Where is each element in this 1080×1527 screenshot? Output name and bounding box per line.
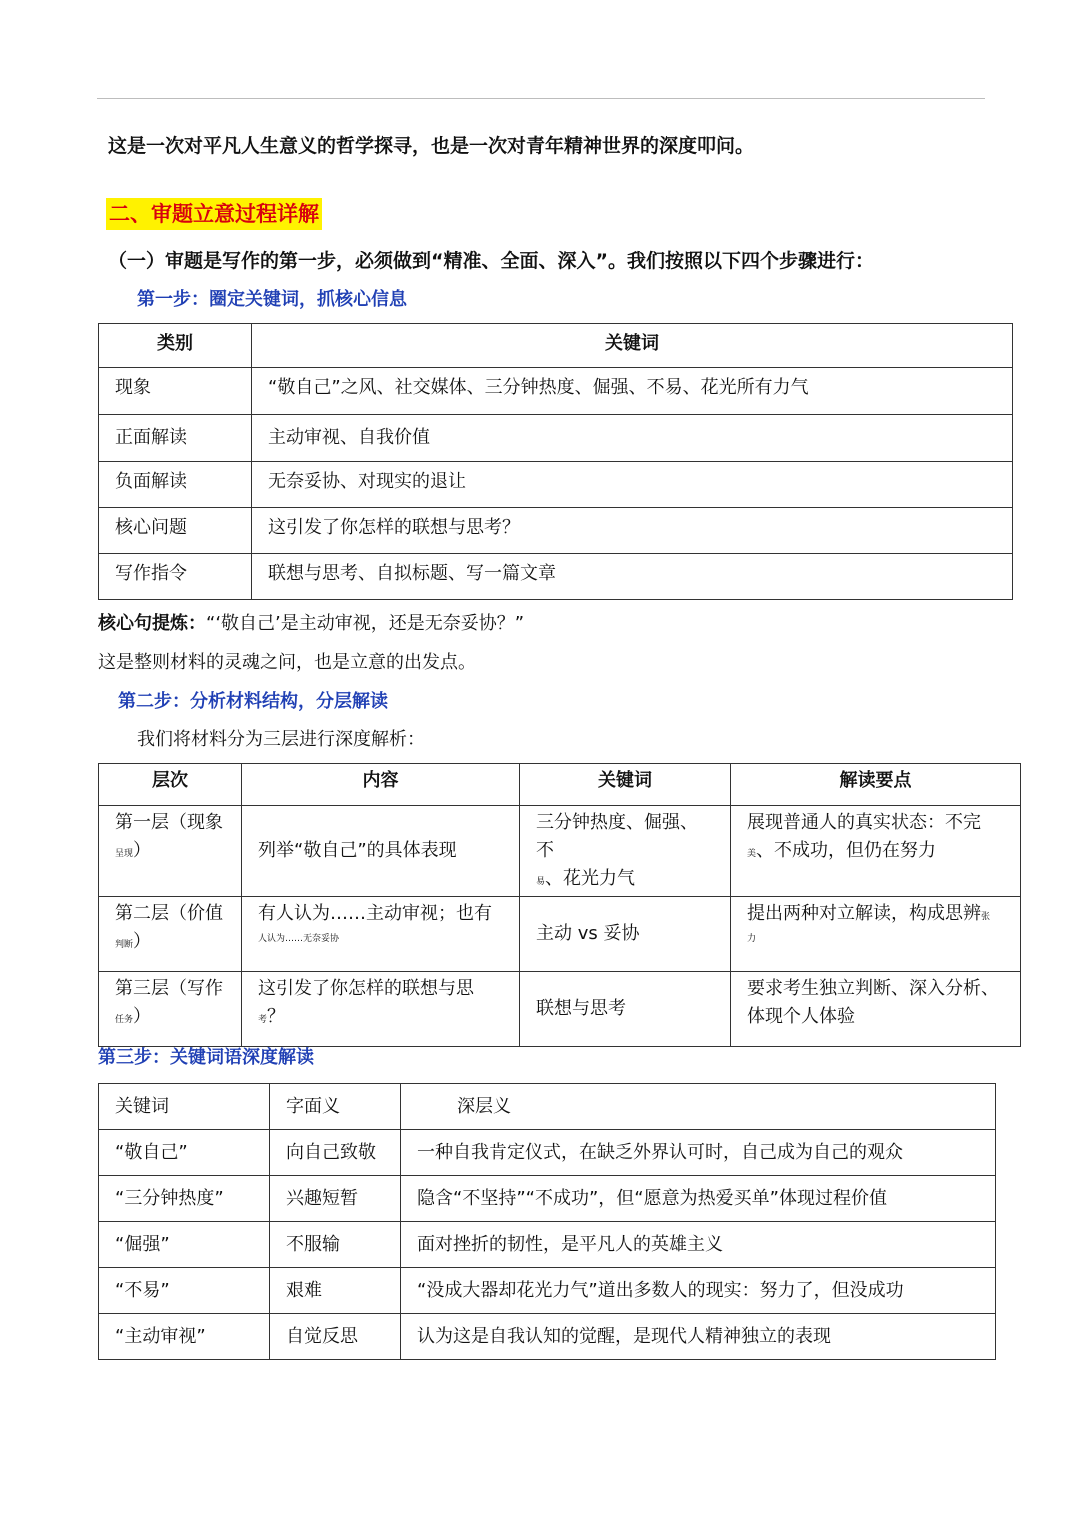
category-cell: 负面解读 xyxy=(99,462,252,508)
category-cell: 核心问题 xyxy=(99,508,252,554)
keywords-text: 三分钟热度、倔强、不 xyxy=(536,812,698,861)
table-row xyxy=(99,806,1021,897)
content-cell xyxy=(242,806,520,897)
core-label: 核心句提炼： xyxy=(98,613,206,634)
table-row xyxy=(99,1130,996,1176)
layer-close: ） xyxy=(133,840,152,861)
keywords-cell: “敬自己”之风、社交媒体、三分钟热度、倔强、不易、花光所有力气 xyxy=(252,368,1013,415)
layer-sublabel: 任务 xyxy=(115,1015,134,1025)
point-cell xyxy=(731,806,1021,897)
content-text: 这引发了你怎样的联想与思 xyxy=(258,978,474,999)
keyword-cell: “敬自己” xyxy=(99,1130,270,1176)
deep-meaning-cell: “没成大器却花光力气”道出多数人的现实：努力了，但没成功 xyxy=(401,1268,996,1314)
point-cell xyxy=(731,972,1021,1047)
header-cell: 关键词 xyxy=(252,324,1013,368)
step3-table xyxy=(98,1083,996,1360)
keyword-cell: “主动审视” xyxy=(99,1314,270,1360)
layer-cell xyxy=(99,897,242,972)
header-cell: 关键词 xyxy=(99,1084,270,1130)
content-small: 人认为……无奈妥协 xyxy=(258,934,340,944)
deep-meaning-cell: 一种自我肯定仪式，在缺乏外界认可时，自己成为自己的观众 xyxy=(401,1130,996,1176)
top-divider xyxy=(97,98,985,99)
point-text: 要求考生独立判断、深入分析、 xyxy=(747,978,999,999)
header-cell: 层次 xyxy=(99,764,242,806)
category-cell: 现象 xyxy=(99,368,252,415)
section-title: 二、审题立意过程详解 xyxy=(106,198,322,230)
step1-title: 第一步：圈定关键词，抓核心信息 xyxy=(137,289,407,310)
layer-close: ） xyxy=(133,931,152,952)
layer-label: 第一层（现象 xyxy=(115,812,223,833)
deep-meaning-cell: 认为这是自我认知的觉醒，是现代人精神独立的表现 xyxy=(401,1314,996,1360)
layer-sublabel: 呈现 xyxy=(115,849,134,859)
header-cell: 类别 xyxy=(99,324,252,368)
table-header-row xyxy=(99,764,1021,806)
category-cell: 写作指令 xyxy=(99,554,252,600)
header-cell: 深层义 xyxy=(401,1084,996,1130)
keyword-cell: “倔强” xyxy=(99,1222,270,1268)
step2-lead: 我们将材料分为三层进行深度解析： xyxy=(137,729,425,750)
header-cell: 内容 xyxy=(242,764,520,806)
step3-title: 第三步：关键词语深度解读 xyxy=(98,1047,314,1068)
table-row xyxy=(99,462,1013,508)
table-row xyxy=(99,554,1013,600)
intro-sentence: 这是一次对平凡人生意义的哲学探寻，也是一次对青年精神世界的深度叩问。 xyxy=(108,135,755,157)
table-row xyxy=(99,1222,996,1268)
keyword-cell: “不易” xyxy=(99,1268,270,1314)
point-text-2: 、不成功，但仍在努力 xyxy=(756,840,937,861)
literal-cell: 艰难 xyxy=(270,1268,401,1314)
layer-cell xyxy=(99,972,242,1047)
step2-title: 第二步：分析材料结构，分层解读 xyxy=(118,691,388,712)
point-text: 展现普通人的真实状态：不完 xyxy=(747,812,981,833)
table-row xyxy=(99,972,1021,1047)
subsection-title: （一）审题是写作的第一步，必须做到“精准、全面、深入”。我们按照以下四个步骤进行： xyxy=(108,250,874,272)
table-row xyxy=(99,508,1013,554)
layer-sublabel: 判断 xyxy=(115,940,134,950)
layer-cell xyxy=(99,806,242,897)
category-cell: 正面解读 xyxy=(99,415,252,462)
keywords-cell: 无奈妥协、对现实的退让 xyxy=(252,462,1013,508)
literal-cell: 不服输 xyxy=(270,1222,401,1268)
keywords-cell: 这引发了你怎样的联想与思考？ xyxy=(252,508,1013,554)
literal-cell: 自觉反思 xyxy=(270,1314,401,1360)
core-note: 这是整则材料的灵魂之问，也是立意的出发点。 xyxy=(98,652,476,673)
content-cell xyxy=(242,897,520,972)
keywords-cell xyxy=(520,897,731,972)
point-cell xyxy=(731,897,1021,972)
core-sentence: “‘敬自己’是主动审视，还是无奈妥协？” xyxy=(206,613,525,634)
header-cell: 关键词 xyxy=(520,764,731,806)
keyword-cell: “三分钟热度” xyxy=(99,1176,270,1222)
keywords-cell xyxy=(520,972,731,1047)
layer-label: 第三层（写作 xyxy=(115,978,223,999)
literal-cell: 兴趣短暂 xyxy=(270,1176,401,1222)
content-small: 考 xyxy=(258,1015,268,1025)
table-row xyxy=(99,368,1013,415)
literal-cell: 向自己致敬 xyxy=(270,1130,401,1176)
keywords-small: 易 xyxy=(536,877,546,887)
step2-table xyxy=(98,763,1021,1047)
keywords-text: 主动 vs 妥协 xyxy=(536,923,640,944)
content-cell xyxy=(242,972,520,1047)
content-text: 列举“敬自己”的具体表现 xyxy=(258,840,457,861)
table-row xyxy=(99,1314,996,1360)
header-cell: 解读要点 xyxy=(731,764,1021,806)
content-text: 有人认为……主动审视；也有 xyxy=(258,903,492,924)
point-small: 张 xyxy=(981,912,991,922)
point-small-2: 力 xyxy=(747,934,757,944)
table-row xyxy=(99,1176,996,1222)
header-cell: 字面义 xyxy=(270,1084,401,1130)
content-tail: ？ xyxy=(267,1006,286,1027)
step1-table xyxy=(98,323,1013,600)
table-header-row xyxy=(99,1084,996,1130)
table-header-row xyxy=(99,324,1013,368)
layer-close: ） xyxy=(133,1006,152,1027)
point-text-2: 体现个人体验 xyxy=(747,1006,855,1027)
keywords-cell: 联想与思考、自拟标题、写一篇文章 xyxy=(252,554,1013,600)
keywords-text: 联想与思考 xyxy=(536,998,626,1019)
core-sentence-line xyxy=(98,611,524,637)
table-row xyxy=(99,1268,996,1314)
keywords-cell: 主动审视、自我价值 xyxy=(252,415,1013,462)
point-text: 提出两种对立解读，构成思辨 xyxy=(747,903,981,924)
keywords-text-2: 、花光力气 xyxy=(545,868,636,889)
deep-meaning-cell: 隐含“不坚持”“不成功”，但“愿意为热爱买单”体现过程价值 xyxy=(401,1176,996,1222)
keywords-cell xyxy=(520,806,731,897)
point-small: 美 xyxy=(747,849,757,859)
table-row xyxy=(99,897,1021,972)
table-row xyxy=(99,415,1013,462)
deep-meaning-cell: 面对挫折的韧性，是平凡人的英雄主义 xyxy=(401,1222,996,1268)
layer-label: 第二层（价值 xyxy=(115,903,223,924)
